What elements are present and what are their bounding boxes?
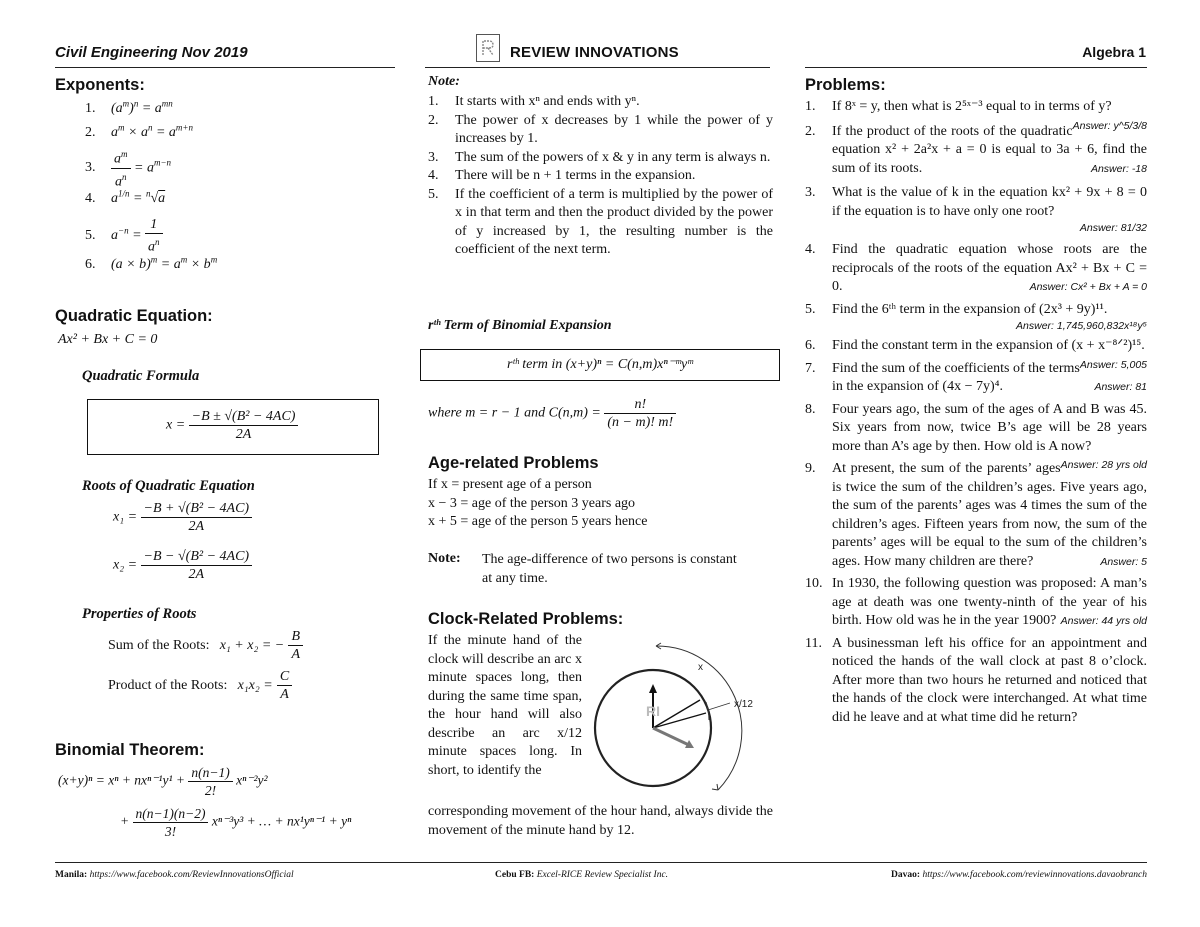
exponents-title: Exponents: — [55, 76, 145, 94]
exponent-rule: 5. $a^{-n}$ = $\frac{1}{a^n}$ — [85, 216, 385, 254]
footer-rule — [55, 862, 1147, 863]
exponent-rule: 2. $a^m \times a^n = a^{m+n}$ — [85, 122, 193, 140]
exponent-rule: 1. $(a^m)^n = a^{mn}$ — [85, 98, 173, 116]
problem-item: 5. Find the 6ᵗʰ term in the expansion of (2x³ + 9y)¹¹. Answer: 1,745,960,832x¹⁸y⁵ — [805, 301, 1147, 332]
quadratic-formula-title: Quadratic Formula — [82, 368, 200, 384]
root-x2: x₂ = $\frac{\text{−B − √(B² − 4AC)}}{2A}$ — [113, 548, 252, 583]
problem-item: 7. Find the sum of the coefficients of the terms in the expansion of (4x − 7y)⁴. Answer: 81 — [805, 360, 1147, 394]
root-x1: x₁ = $\frac{\text{−B + √(B² − 4AC)}}{2A}$ — [113, 500, 252, 535]
note-title: Note: — [428, 74, 460, 89]
minute-hand-2 — [653, 713, 706, 728]
problem-item: 8. Four years ago, the sum of the ages of A and B was 45. Six years from now, twice B’s age will be 28 years more than A’s age by then. How old is A now? Answer: 28 yrs old — [805, 401, 1147, 471]
footer-davao-link[interactable]: https://www.facebook.com/reviewinnovations.davaobranch — [922, 870, 1147, 880]
exponent-rule: 4. $a^{1/n} = ^n√a$ — [85, 188, 166, 206]
rth-where: where m = r − 1 and C(n,m) = $\frac{n!}{(n - m)! m!}$ — [428, 396, 676, 431]
review-innovations-logo — [476, 34, 500, 62]
problem-item: 10. In 1930, the following question was proposed: A man’s age at death was one twenty-ninth of the year of his birth. How old was he in the year 1900? Answer: 44 yrs old — [805, 576, 1147, 628]
problem-item: 1. If 8ˣ = y, then what is 2⁵ˣ⁻³ equal to in terms of y? Answer: y^5/3/8 — [805, 99, 1147, 132]
problems-title: Problems: — [805, 76, 886, 94]
age-line: If x = present age of a person — [428, 477, 592, 492]
exponent-list — [85, 98, 385, 278]
document-title: Civil Engineering Nov 2019 — [55, 44, 248, 61]
clock-text-wide: corresponding movement of the hour hand, always divide the movement of the minute hand by 12. — [428, 804, 773, 838]
note-item: 5. If the coefficient of a term is multiplied by the power of x in that term and then the product divided by the power of y increased by 1, the resulting number is the coefficient of the next term. — [428, 186, 773, 257]
rth-term-title: rᵗʰ Term of Binomial Expansion — [428, 318, 612, 333]
problem-item: 4. Find the quadratic equation whose roots are the reciprocals of the roots of the equation Ax² + Bx + C = 0. Answer: Cx² + Bx + A = 0 — [805, 242, 1147, 294]
problem-item: 9. At present, the sum of the parents’ ages is twice the sum of the children’s ages. Five years ago, the sum of the parents’ ages was 4 times the sum of the children’s ages. Fifteen years from now, the sum of the parents’ ages will be equal to the sum of the children’s ages. How many children are there? Answer: 5 — [805, 461, 1147, 569]
footer-manila-link[interactable]: https://www.facebook.com/ReviewInnovationsOfficial — [89, 870, 294, 880]
age-line: x + 5 = age of the person 5 years hence — [428, 514, 648, 529]
clock-diagram — [588, 630, 778, 810]
rth-term-box: rᵗʰ term in (x+y)ⁿ = C(n,m)xⁿ⁻ᵐyᵐ — [420, 349, 780, 381]
footer-cebu: Cebu FB: Excel-RICE Review Specialist Inc. — [495, 870, 669, 880]
problem-item: 6. Find the constant term in the expansion of (x + x⁻⁸ᐟ²)¹⁵. Answer: 5,005 — [805, 338, 1147, 371]
minute-hand-3 — [653, 728, 691, 746]
sum-of-roots: Sum of the Roots: x₁ + x₂ = − $\frac{B}{A}$ — [108, 628, 303, 663]
age-note-label: Note: — [428, 551, 461, 566]
problem-item: 2. If the product of the roots of the quadratic equation x² + 2a²x + a = 0 is equal to 3a + 6, find the sum of its roots. Answer: -18 — [805, 123, 1147, 176]
clock-text-narrow: If the minute hand of the clock will describe an arc x minute spaces long, then during the same time span, the hour hand will also describe an arc x/12 minute spaces long. In short, to identify the — [428, 633, 582, 778]
age-note-text: The age-difference of two persons is constant at any time. — [482, 552, 737, 586]
footer-manila: Manila: https://www.facebook.com/ReviewInnovationsOfficial — [55, 870, 294, 880]
clock-title: Clock-Related Problems: — [428, 610, 624, 628]
age-line: x − 3 = age of the person 3 years ago — [428, 495, 636, 511]
quadratic-title: Quadratic Equation: — [55, 307, 213, 325]
clock-center-logo: RI — [646, 703, 660, 719]
exponent-rule: 6. $(a \times b)^m = a^m \times b^m$ — [85, 254, 218, 272]
brand-name: REVIEW INNOVATIONS — [510, 44, 679, 61]
minute-hand-1 — [653, 700, 700, 728]
footer-cebu-link[interactable]: Excel-RICE Review Specialist Inc. — [536, 870, 669, 880]
header-rule-left — [55, 67, 395, 68]
header-rule-center — [425, 67, 770, 68]
subject-label: Algebra 1 — [1082, 44, 1146, 60]
binomial-line-1: (x+y)ⁿ = xⁿ + nxⁿ⁻¹y¹ + $\frac{n(n-1)}{2!}$ xⁿ⁻²y² — [58, 765, 268, 798]
note-item: 2. The power of x decreases by 1 while the power of y increases by 1. — [428, 112, 773, 146]
roots-title: Roots of Quadratic Equation — [82, 478, 255, 494]
problems-list — [805, 98, 1147, 727]
note-item: 3. The sum of the powers of x & y in any term is always n. — [428, 149, 771, 165]
exponent-rule: 3. $\frac{a^m}{a^n}$ = $a^{m-n}$ — [85, 146, 385, 188]
note-item: 4. There will be n + 1 terms in the expansion. — [428, 168, 696, 183]
age-title: Age-related Problems — [428, 454, 599, 472]
problem-item: 11. A businessman left his office for an appointment and noticed the hands of the wall clock at past 8 o’clock. After more than two hours he returned and noticed that the hands of the clock were interchanged. At what time did he leave and at what time did he return? — [805, 635, 1147, 725]
quadratic-formula-box: x = $\frac{\text{−B ± √(B² − 4AC)}}{2A}$ — [87, 399, 379, 455]
product-of-roots: Product of the Roots: x₁x₂ = $\frac{C}{A}$ — [108, 668, 292, 703]
note-item: 1. It starts with xⁿ and ends with yⁿ. — [428, 94, 640, 109]
binomial-title: Binomial Theorem: — [55, 741, 205, 759]
problem-item: 3. What is the value of k in the equation kx² + 9x + 8 = 0 if the equation is to have only one root? Answer: 81/32 — [805, 185, 1147, 234]
properties-title: Properties of Roots — [82, 606, 197, 622]
footer-davao: Davao: https://www.facebook.com/reviewinnovations.davaobranch — [891, 870, 1147, 880]
header-rule-right — [805, 67, 1147, 68]
arc-label-x12: x/12 — [734, 699, 753, 710]
age-lines — [428, 476, 648, 532]
binomial-line-2: + $\frac{n(n-1)(n-2)}{3!}$ xⁿ⁻³y³ + … + nx¹yⁿ⁻¹ + yⁿ — [120, 806, 352, 839]
arc-label-x: x — [698, 662, 703, 673]
quadratic-equation: Ax² + Bx + C = 0 — [58, 332, 158, 347]
note-list — [428, 93, 773, 260]
